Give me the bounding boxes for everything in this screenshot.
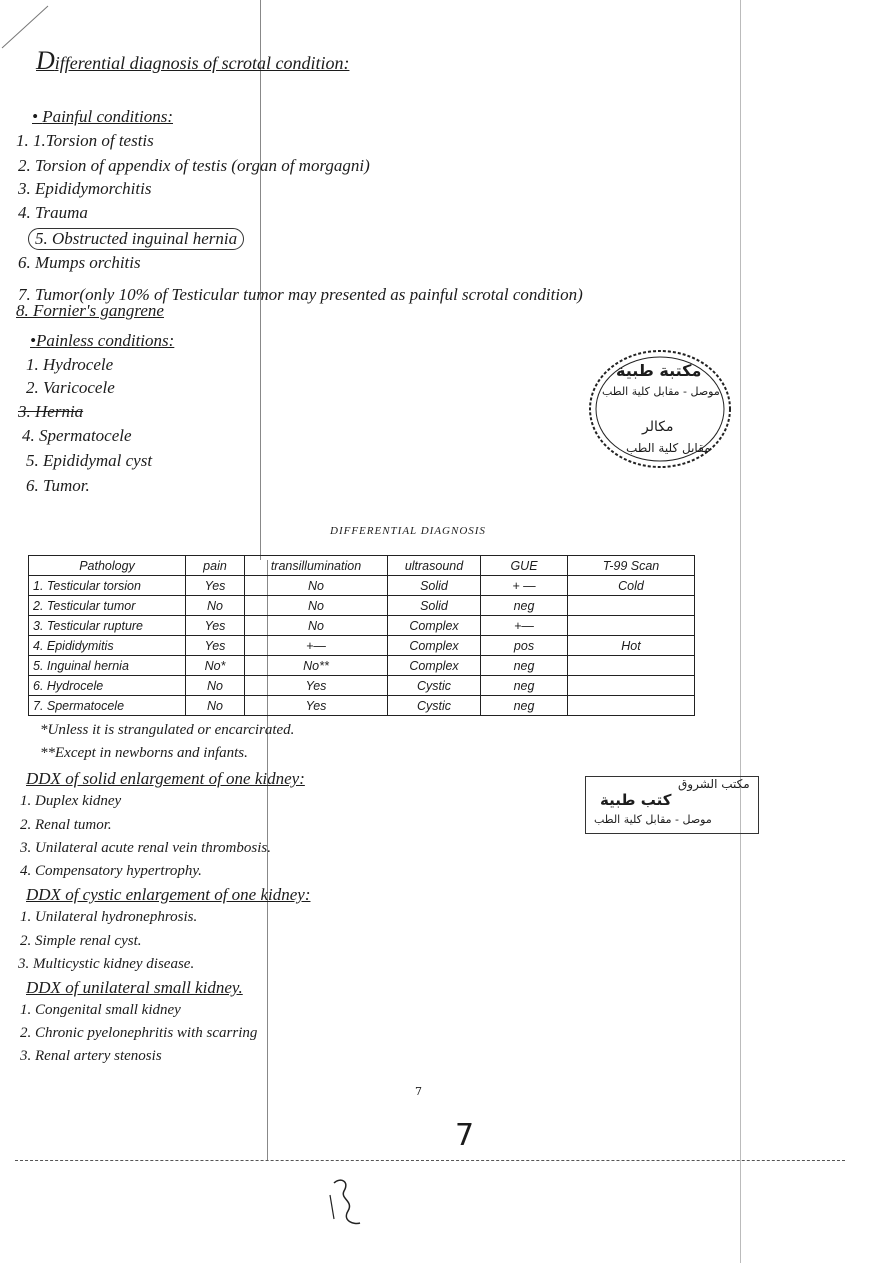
table-row — [29, 656, 695, 676]
cell: No — [186, 596, 245, 616]
cell: + — — [481, 576, 568, 596]
list-item: 3. Epididymorchitis — [18, 179, 152, 198]
list-item-struck: 3. Hernia — [18, 402, 84, 421]
cell: No* — [186, 656, 245, 676]
list-item: 7. Tumor(only 10% of Testicular tumor may presented as painful scrotal condition) — [18, 285, 583, 304]
cell: Complex — [388, 616, 481, 636]
page-title: Differential diagnosis of scrotal condition: — [36, 46, 350, 75]
footnote: **Except in newborns and infants. — [40, 745, 248, 761]
cell — [568, 696, 695, 716]
list-item: 1. Hydrocele — [26, 355, 114, 374]
column-header: ultrasound — [388, 556, 481, 576]
list-item: 1. 1.Torsion of testis — [16, 131, 154, 150]
cell: 2. Testicular tumor — [29, 596, 186, 616]
column-header: T-99 Scan — [568, 556, 695, 576]
cell: Complex — [388, 656, 481, 676]
footnote: *Unless it is strangulated or encarcirated. — [40, 722, 295, 738]
bookstore-stamp: مكتبة طبية موصل - مقابل كلية الطب مكالر مقابل كلية الطب — [586, 345, 734, 473]
scan-line — [740, 0, 741, 1263]
painless-heading: •Painless conditions: — [30, 331, 175, 350]
cell: No — [245, 576, 388, 596]
list-item: 2. Varicocele — [26, 378, 115, 397]
cell — [568, 656, 695, 676]
list-item: 6. Mumps orchitis — [18, 253, 141, 272]
cell: Cold — [568, 576, 695, 596]
table-header-row — [29, 556, 695, 576]
list-item: 8. Fornier's gangrene — [16, 301, 164, 320]
column-header: Pathology — [29, 556, 186, 576]
bookstore-stamp-rect: مكتب الشروق كتب طبية موصل - مقابل كلية الطب — [585, 776, 759, 834]
cell: Yes — [186, 576, 245, 596]
cell: Yes — [245, 676, 388, 696]
cell: No — [245, 616, 388, 636]
cell — [568, 596, 695, 616]
cell: 7. Spermatocele — [29, 696, 186, 716]
cell: 5. Inguinal hernia — [29, 656, 186, 676]
cell: neg — [481, 656, 568, 676]
cell: Complex — [388, 636, 481, 656]
list-item: 3. Unilateral acute renal vein thrombosis. — [20, 840, 271, 856]
list-item: 4. Compensatory hypertrophy. — [20, 863, 202, 879]
cell: neg — [481, 676, 568, 696]
column-header: transillumination — [245, 556, 388, 576]
table-row — [29, 576, 695, 596]
list-item: 2. Simple renal cyst. — [20, 933, 142, 949]
list-item: 1. Unilateral hydronephrosis. — [20, 909, 198, 925]
list-item: 6. Tumor. — [26, 476, 90, 495]
solid-heading: DDX of solid enlargement of one kidney: — [26, 769, 305, 788]
painful-heading: • Painful conditions: — [32, 107, 173, 126]
table-row — [29, 616, 695, 636]
list-item: 2. Torsion of appendix of testis (organ of morgagni) — [18, 156, 370, 175]
cell: pos — [481, 636, 568, 656]
cell: No** — [245, 656, 388, 676]
cell: Yes — [186, 636, 245, 656]
table-row — [29, 676, 695, 696]
cell: Yes — [186, 616, 245, 636]
table-row — [29, 696, 695, 716]
list-item: 2. Chronic pyelonephritis with scarring — [20, 1025, 258, 1041]
scan-line — [260, 0, 261, 560]
cell: 3. Testicular rupture — [29, 616, 186, 636]
small-kidney-heading: DDX of unilateral small kidney. — [26, 978, 243, 997]
list-item: 5. Epididymal cyst — [26, 451, 153, 470]
list-item-circled: 5. Obstructed inguinal hernia — [28, 228, 244, 250]
cell: 6. Hydrocele — [29, 676, 186, 696]
column-header: pain — [186, 556, 245, 576]
cell: Hot — [568, 636, 695, 656]
page-number: 7 — [415, 1085, 422, 1098]
cell: No — [245, 596, 388, 616]
ddx-table — [28, 555, 695, 716]
cell: 1. Testicular torsion — [29, 576, 186, 596]
cell: No — [186, 696, 245, 716]
cell: Cystic — [388, 696, 481, 716]
list-item: 3. Renal artery stenosis — [20, 1048, 162, 1064]
cell: Solid — [388, 576, 481, 596]
list-item: 3. Multicystic kidney disease. — [18, 956, 195, 972]
handwritten-page-number: 7 — [455, 1118, 475, 1153]
table-row — [29, 636, 695, 656]
cell — [568, 676, 695, 696]
cystic-heading: DDX of cystic enlargement of one kidney: — [26, 885, 311, 904]
cell: No — [186, 676, 245, 696]
list-item: 1. Congenital small kidney — [20, 1002, 181, 1018]
list-item: 4. Spermatocele — [22, 426, 132, 445]
cell: Solid — [388, 596, 481, 616]
cell: neg — [481, 596, 568, 616]
list-item: 1. Duplex kidney — [20, 793, 122, 809]
table-row — [29, 596, 695, 616]
cell: +— — [481, 616, 568, 636]
cell — [568, 616, 695, 636]
cell: neg — [481, 696, 568, 716]
cell: Yes — [245, 696, 388, 716]
cell: 4. Epididymitis — [29, 636, 186, 656]
handwritten-mark — [320, 1175, 370, 1230]
cell: Cystic — [388, 676, 481, 696]
page-footer-line — [15, 1160, 845, 1162]
cell: +— — [245, 636, 388, 656]
column-header: GUE — [481, 556, 568, 576]
table-caption: DIFFERENTIAL DIAGNOSIS — [330, 525, 486, 537]
list-item: 4. Trauma — [18, 203, 88, 222]
list-item: 2. Renal tumor. — [20, 817, 112, 833]
